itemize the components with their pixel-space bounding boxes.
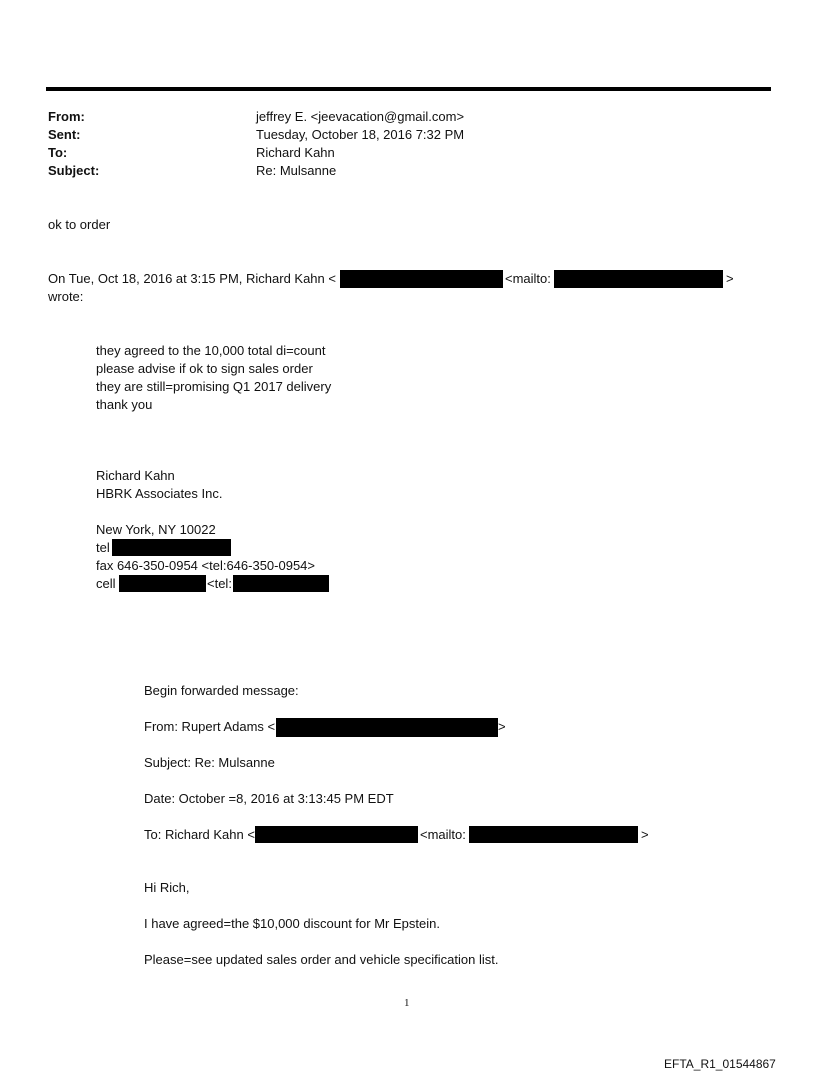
from-label: From: [48, 109, 85, 124]
signature-cell: cell [96, 576, 116, 591]
quote-bracket: > [726, 271, 734, 286]
redaction-block [233, 575, 329, 592]
signature-city: New York, NY 10022 [96, 522, 216, 537]
forward-to: To: Richard Kahn < [144, 827, 255, 842]
quote-attribution-start: On Tue, Oct 18, 2016 at 3:15 PM, Richard Kahn < [48, 271, 336, 286]
quoted-line: they are still=promising Q1 2017 delivery [96, 379, 332, 394]
forward-greeting: Hi Rich, [144, 880, 190, 895]
forward-subject: Subject: Re: Mulsanne [144, 755, 275, 770]
quoted-line: they agreed to the 10,000 total di=count [96, 343, 326, 358]
to-value: Richard Kahn [256, 145, 335, 160]
forward-date: Date: October =8, 2016 at 3:13:45 PM EDT [144, 791, 394, 806]
redaction-block [554, 270, 723, 288]
quote-wrote: wrote: [48, 289, 84, 304]
redaction-block [112, 539, 231, 556]
quoted-line: please advise if ok to sign sales order [96, 361, 313, 376]
forward-from: From: Rupert Adams < [144, 719, 276, 734]
redaction-block [469, 826, 638, 843]
from-value: jeffrey E. <jeevacation@gmail.com> [256, 109, 465, 124]
forward-from-bracket: > [498, 719, 506, 734]
forward-line: I have agreed=the $10,000 discount for Mr Epstein. [144, 916, 440, 931]
reply-text: ok to order [48, 217, 111, 232]
redaction-block [340, 270, 503, 288]
subject-value: Re: Mulsanne [256, 163, 337, 178]
sent-value: Tuesday, October 18, 2016 7:32 PM [256, 127, 465, 142]
redaction-block [255, 826, 418, 843]
to-label: To: [48, 145, 68, 160]
document-id: EFTA_R1_01544867 [664, 1057, 776, 1071]
forward-intro: Begin forwarded message: [144, 683, 299, 698]
forward-to-mailto: <mailto: [420, 827, 466, 842]
redaction-block [119, 575, 206, 592]
signature-fax: fax 646-350-0954 <tel:646-350-0954> [96, 558, 316, 573]
quoted-line: thank you [96, 397, 153, 412]
sent-label: Sent: [48, 127, 81, 142]
signature-name: Richard Kahn [96, 468, 175, 483]
subject-label: Subject: [48, 163, 100, 178]
forward-line: Please=see updated sales order and vehicle specification list. [144, 952, 499, 967]
page-number: 1 [404, 997, 410, 1009]
redaction-block [276, 718, 498, 737]
quote-mailto: <mailto: [505, 271, 551, 286]
forward-to-bracket: > [641, 827, 649, 842]
signature-company: HBRK Associates Inc. [96, 486, 223, 501]
signature-tel: tel [96, 540, 110, 555]
header-rule [46, 87, 771, 91]
signature-cell-tel: <tel: [207, 576, 232, 591]
